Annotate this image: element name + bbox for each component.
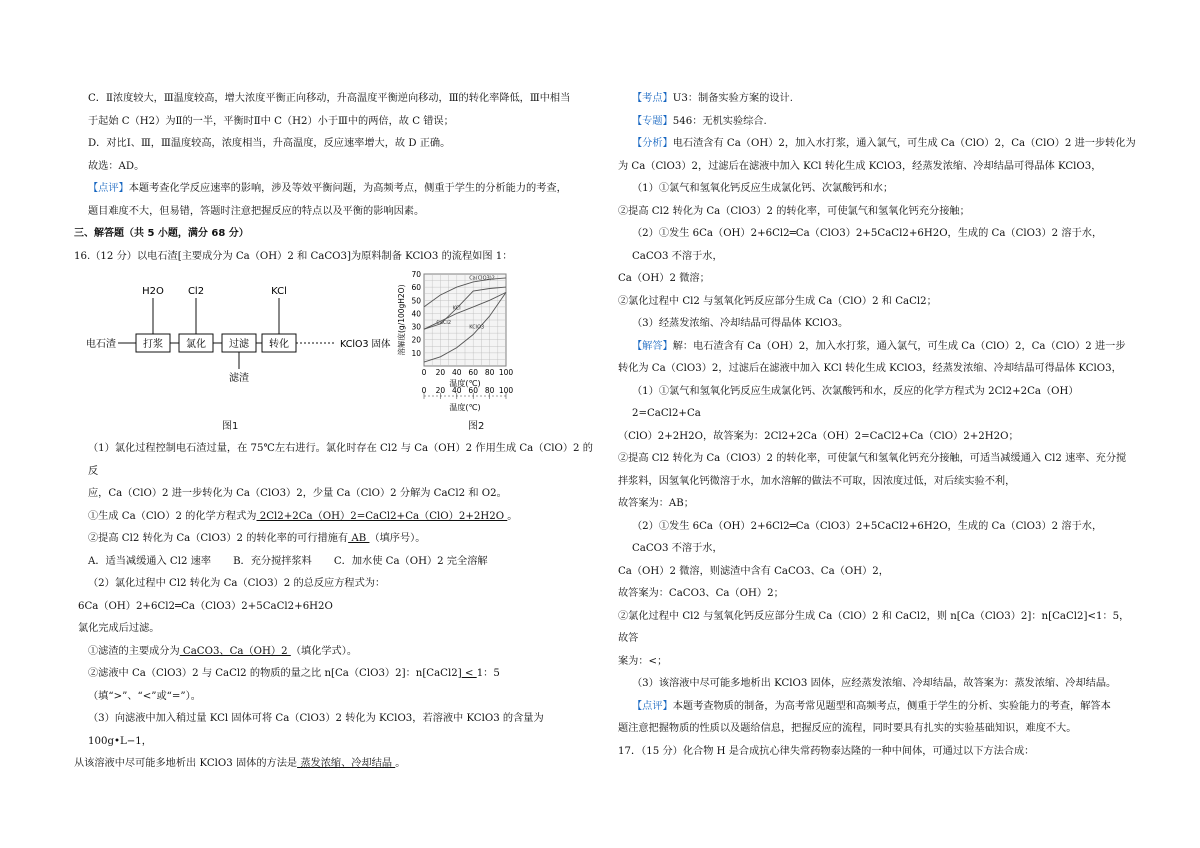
q16-1a-prefix: ①生成 Ca（ClO）2 的化学方程式为 (88, 510, 257, 522)
solution-lines (618, 358, 1138, 696)
zhuanti-tag: 【专题】 (632, 115, 673, 127)
solution-line-11: （3）该溶液中尽可能多地析出 KClO3 固体，应经蒸发浓缩、冷却结晶，故答案为：蒸发浓缩、冷却结晶。 (632, 678, 1117, 689)
x-tick-label-2: 40 (452, 368, 462, 377)
q16-1a-answer: 2Cl2+2Ca（OH）2=CaCl2+Ca（ClO）2+2H2O (256, 510, 508, 522)
y-tick-label-4: 50 (411, 296, 421, 306)
analysis-line-6: （3）经蒸发浓缩、冷却结晶可得晶体 KClO3。 (632, 318, 849, 329)
q16-3-prefix: 从该溶液中尽可能多地析出 KClO3 固体的方法是 (74, 758, 298, 769)
solution-line-3: ②提高 Cl2 转化为 Ca（ClO3）2 的转化率，可使氯气和氢氧化钙充分接触，可适当减缓通入 Cl2 速率、充分搅 (618, 453, 1127, 464)
analysis-line-2: ②提高 Cl2 转化为 Ca（ClO3）2 的转化率，可使氯气和氢氧化钙充分接触； (618, 205, 970, 217)
q16-2b-answer: < (461, 668, 477, 679)
review-paragraph (74, 178, 594, 201)
q16-line-0: （1）氯化过程控制电石渣过量，在 75℃左右进行。氯化时存在 Cl2 与 Ca（OH）2 作用生成 Ca（ClO）2 的反 (88, 443, 593, 477)
left-line-1: 于起始 C（H2）为Ⅱ的一半，平衡时Ⅱ中 C（H2）小于Ⅲ中的两倍，故 C 错误； (88, 115, 454, 127)
flow-step-label-1: 氯化 (186, 339, 206, 350)
y-tick-label-6: 70 (411, 270, 421, 279)
review-paragraph-2: 题目难度不大，但易错，答题时注意把握反应的特点以及平衡的影响因素。 (88, 205, 425, 217)
solution-line-5: 故答案为：AB； (618, 498, 694, 509)
q16-2a-answer: CaCO3、Ca（OH）2 (179, 645, 291, 657)
dianping-line (618, 696, 1138, 719)
zhuanti-text: 546：无机实验综合. (672, 115, 767, 127)
solution-line-1: （1）①氯气和氢氧化钙反应生成氯化钙、次氯酸钙和水，反应的化学方程式为 2Cl2+2Ca（OH）2=CaCl2+Ca (632, 385, 1079, 419)
figure-1-caption: 图1 (222, 421, 239, 432)
y-tick-label-1: 20 (411, 335, 421, 345)
left-continuation-lines (74, 88, 594, 178)
solution-line-2: （ClO）2+2H2O，故答案为：2Cl2+2Ca（OH）2=CaCl2+Ca（ClO）2+2H2O； (618, 430, 1019, 442)
flow-input-label-1: Cl2 (187, 286, 205, 297)
y-tick-label-0: 10 (411, 348, 421, 358)
solution-line-8: 故答案为：CaCO3、Ca（OH）2； (618, 588, 784, 599)
review-tag: 【点评】 (88, 183, 129, 194)
y-tick-label-5: 60 (411, 283, 421, 293)
fenxi-tag: 【分析】 (632, 138, 673, 149)
section-title: 三、解答题（共 5 小题，满分 68 分） (74, 228, 249, 239)
flow-byproduct-label: 滤渣 (229, 373, 249, 384)
q16-2a-prefix: ①滤渣的主要成分为 (88, 645, 180, 657)
analysis-line-1: （1）①氯气和氢氧化钙反应生成氯化钙、次氯酸钙和水； (632, 183, 894, 194)
option-a: A．适当减缓通入 Cl2 速率 (88, 555, 212, 567)
solution-line-0: 转化为 Ca（ClO3）2，过滤后在滤液中加入 KCl 转化生成 KClO3，经蒸发浓缩、冷却结晶可得晶体 KClO3， (618, 363, 1122, 374)
left-line-0: C．Ⅱ浓度较大，Ⅲ温度较高，增大浓度平衡正向移动，升高温度平衡逆向移动，Ⅲ的转化率降低，Ⅲ中相当 (88, 93, 571, 104)
flow-input-label-2: KCl (271, 286, 287, 297)
second-axis-tick-label-4: 80 (484, 386, 495, 395)
fenxi-line (618, 133, 1138, 156)
second-axis-tick-label-2: 40 (452, 386, 462, 395)
analysis-lines (618, 156, 1138, 336)
second-axis-tick-label-0: 0 (421, 386, 427, 395)
analysis-line-4: Ca（OH）2 微溶； (618, 273, 710, 284)
analysis-line-5: ②氯化过程中 Cl2 与氢氧化钙反应部分生成 Ca（ClO）2 和 CaCl2； (618, 295, 937, 307)
solution-line-9: ②氯化过程中 Cl2 与氢氧化钙反应部分生成 Ca（ClO）2 和 CaCl2，则 n[Ca（ClO3）2]：n[CaCl2]<1：5，故答 (618, 610, 1130, 644)
solution-line-4: 拌浆料，因氢氧化钙微溶于水，加水溶解的做法不可取，因浓度过低，对后续实验不利， (618, 475, 1016, 487)
flow-step-label-2: 过滤 (229, 339, 249, 350)
kaodian-text: U3：制备实验方案的设计. (672, 93, 793, 104)
analysis-line-0: 为 Ca（ClO3）2，过滤后在滤液中加入 KCl 转化生成 KClO3，经蒸发浓缩、冷却结晶可得晶体 KClO3， (618, 160, 1102, 172)
option-b: B．充分搅拌浆料 (233, 555, 312, 567)
figures-row (74, 268, 594, 438)
x-tick-label-1: 20 (435, 368, 446, 377)
solution-line-10: 案为：<； (618, 655, 668, 667)
question-17: 17．（15 分）化合物 H 是合成抗心律失常药物泰达隆的一种中间体，可通过以下方法合成： (618, 745, 1035, 757)
zhuanti-line (618, 111, 1138, 134)
x-tick-label-0: 0 (421, 368, 427, 377)
q16-1a-suffix: 。 (507, 510, 518, 522)
q16-2b-suffix: 1：5（填“>”、“<”或“=”）。 (88, 668, 500, 702)
question-16-2b (74, 663, 594, 708)
y-tick-label-3: 40 (411, 309, 421, 319)
q16-2b-prefix: ②滤液中 Ca（ClO3）2 与 CaCl2 的物质的量之比 n[Ca（ClO3）2]：n[CaCl2] (88, 668, 462, 679)
second-axis-label: 温度(℃) (449, 403, 481, 412)
jieda-tag: 【解答】 (632, 340, 673, 352)
kaodian-line (618, 88, 1138, 111)
x-tick-label-4: 80 (484, 368, 495, 377)
x-tick-label-3: 60 (468, 368, 478, 377)
fenxi-text: 电石渣含有 Ca（OH）2，加入水打浆，通入氯气，可生成 Ca（ClO）2，Ca（ClO）2 进一步转化为 (672, 138, 1136, 149)
q16-1b-suffix: （填序号）。 (369, 533, 426, 544)
flow-start-label: 电石渣 (86, 339, 116, 350)
jieda-text: 解：电石渣含有 Ca（OH）2，加入水打浆，通入氯气，可生成 Ca（ClO）2，Ca（ClO）2 进一步 (672, 340, 1126, 352)
question-16-1a (74, 506, 594, 529)
dianping-tag: 【点评】 (632, 700, 673, 712)
figure-2-caption: 图2 (468, 421, 485, 432)
q16-2a-suffix: （填化学式）。 (290, 645, 358, 657)
q16-3-suffix: 。 (395, 758, 406, 769)
y-tick-label-2: 30 (411, 322, 421, 332)
series-label-2: KCl (452, 305, 461, 312)
second-axis-tick-label-5: 100 (498, 386, 514, 395)
question-16-2a (74, 641, 594, 664)
analysis-line-3: （2）①发生 6Ca（OH）2+6Cl2═Ca（ClO3）2+5CaCl2+6H2O，生成的 Ca（ClO3）2 溶于水，CaCO3 不溶于水， (632, 228, 1103, 262)
q16-1b-prefix: ②提高 Cl2 转化为 Ca（ClO3）2 的转化率的可行措施有 (88, 533, 349, 544)
dianping-text: 本题考查物质的制备，为高考常见题型和高频考点，侧重于学生的分析、实验能力的考查，解答本 (672, 700, 1111, 712)
option-c: C．加水使 Ca（OH）2 完全溶解 (333, 555, 488, 567)
series-label-1: CaCl2 (436, 319, 452, 326)
question-16-2-lines (74, 573, 594, 641)
second-axis-tick-label-1: 20 (435, 386, 446, 395)
solution-line-6: （2）①发生 6Ca（OH）2+6Cl2═Ca（ClO3）2+5CaCl2+6H2O，生成的 Ca（ClO3）2 溶于水，CaCO3 不溶于水， (632, 520, 1103, 554)
q16-2-line-0: （2）氯化过程中 Cl2 转化为 Ca（ClO3）2 的总反应方程式为： (88, 578, 386, 589)
second-axis-tick-label-3: 60 (468, 386, 478, 395)
q16-3-answer: 蒸发浓缩、冷却结晶 (297, 758, 396, 769)
jieda-line (618, 336, 1138, 359)
q16-line-1: 应，Ca（ClO）2 进一步转化为 Ca（ClO3）2，少量 Ca（ClO）2 分解为 CaCl2 和 O2。 (88, 488, 507, 499)
q16-1b-answer: AB (348, 533, 370, 544)
q16-2-line-2: 氯化完成后过滤。 (78, 623, 160, 634)
flow-input-label-0: H2O (142, 286, 164, 297)
flow-step-label-0: 打浆 (143, 339, 163, 350)
question-16-lines (74, 438, 594, 506)
question-16-3-line1: （3）向滤液中加入稍过量 KCl 固体可将 Ca（ClO3）2 转化为 KClO3，若溶液中 KClO3 的含量为 100g•L−1， (88, 713, 544, 747)
right-column (618, 88, 1138, 763)
y-axis-label: 溶解度(g/100gH2O) (397, 284, 406, 356)
question-16-1b (74, 528, 594, 551)
flow-step-label-3: 转化 (269, 339, 289, 350)
kaodian-tag: 【考点】 (632, 93, 673, 104)
flow-product-label: KClO3 固体 (340, 339, 391, 350)
x-axis-label: 温度(℃) (449, 379, 481, 388)
x-tick-label-5: 100 (498, 368, 514, 377)
left-column (74, 88, 594, 776)
left-line-3: 故选：AD。 (88, 160, 145, 172)
series-label-3: KClO3 (469, 324, 485, 331)
dianping-line-2: 题注意把握物质的性质以及题给信息，把握反应的流程，同时要具有扎实的实验基础知识，难度不大。 (618, 723, 1077, 734)
solution-line-7: Ca（OH）2 微溶，则滤渣中含有 CaCO3、Ca（OH）2， (618, 565, 889, 577)
flow-diagram (74, 268, 394, 438)
q16-2-line-1: 6Ca（OH）2+6Cl2═Ca（ClO3）2+5CaCl2+6H2O (78, 600, 333, 612)
left-line-2: D．对比Ⅰ、Ⅲ，Ⅲ温度较高，浓度相当，升高温度，反应速率增大，故 D 正确。 (88, 138, 451, 149)
review-text: 本题考查化学反应速率的影响，涉及等效平衡问题，为高频考点，侧重于学生的分析能力的考查， (128, 183, 567, 194)
question-16-3-line2 (74, 753, 594, 776)
question-16-intro: 16.（12 分）以电石渣[主要成分为 Ca（OH）2 和 CaCO3]为原料制备 KClO3 的流程如图 1： (74, 250, 513, 262)
options-row (74, 551, 594, 574)
series-label-0: Ca(ClO3)2 (469, 275, 495, 282)
solubility-chart (396, 268, 526, 438)
